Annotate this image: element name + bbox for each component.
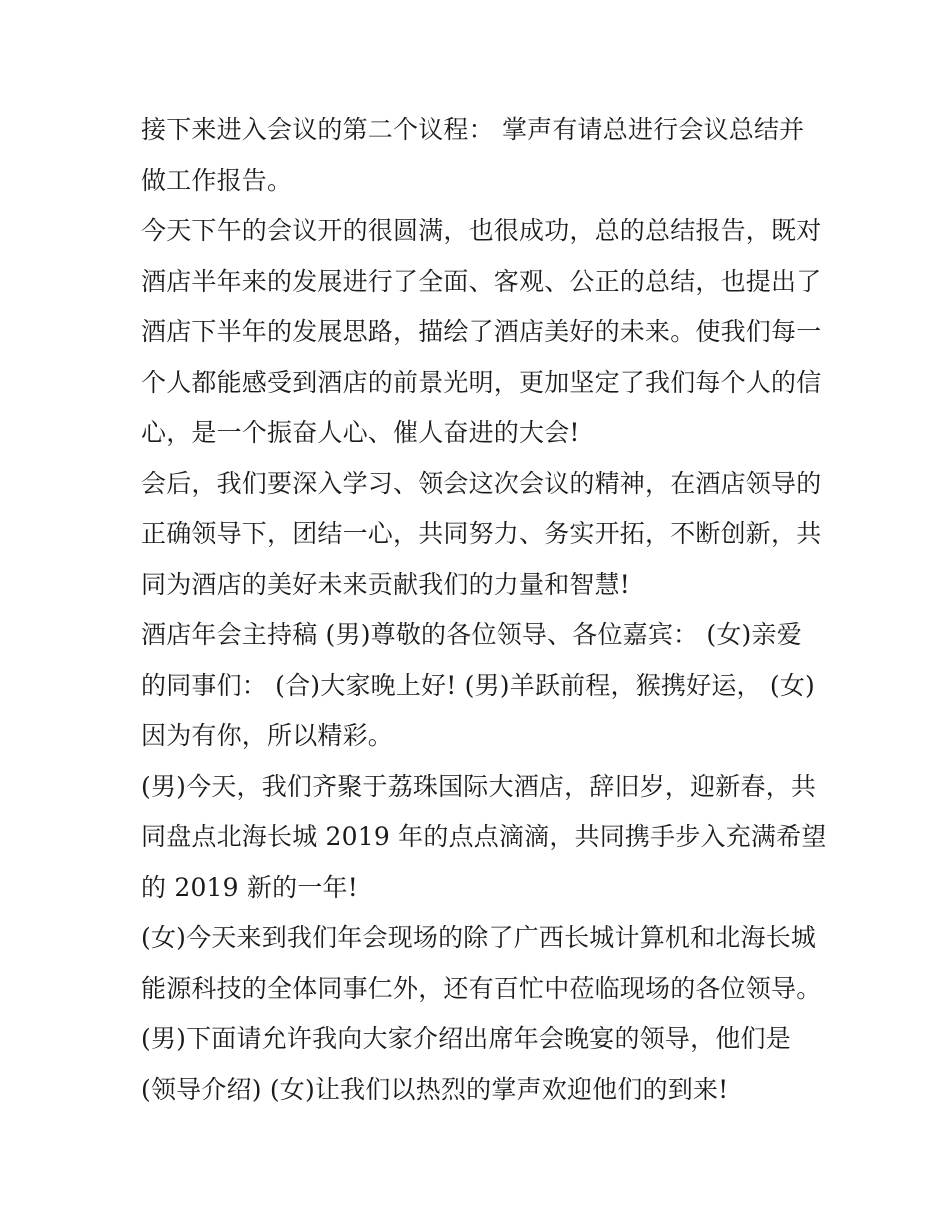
text-line: (男)下面请允许我向大家介绍出席年会晚宴的领导，他们是 bbox=[141, 1024, 791, 1053]
text-line: 做工作报告。 bbox=[141, 166, 293, 195]
text-line: 的 2019 新的一年! bbox=[141, 873, 358, 902]
text-line: 酒店下半年的发展思路，描绘了酒店美好的未来。使我们每一 bbox=[141, 317, 822, 346]
text-line: 正确领导下，团结一心，共同努力、务实开拓，不断创新，共 bbox=[141, 519, 822, 548]
text-line: 酒店半年来的发展进行了全面、客观、公正的总结，也提出了 bbox=[141, 267, 822, 296]
text-line: 心，是一个振奋人心、催人奋进的大会! bbox=[141, 418, 580, 447]
text-line: 酒店年会主持稿 (男)尊敬的各位领导、各位嘉宾： (女)亲爱 bbox=[141, 620, 802, 649]
text-line: (领导介绍) (女)让我们以热烈的掌声欢迎他们的到来! bbox=[141, 1075, 729, 1104]
text-line: 今天下午的会议开的很圆满，也很成功，总的总结报告，既对 bbox=[141, 216, 822, 245]
text-line: 会后，我们要深入学习、领会这次会议的精神，在酒店领导的 bbox=[141, 469, 822, 498]
text-line: 因为有你，所以精彩。 bbox=[141, 721, 394, 750]
text-line: (女)今天来到我们年会现场的除了广西长城计算机和北海长城 bbox=[141, 923, 817, 952]
text-line: 同为酒店的美好未来贡献我们的力量和智慧! bbox=[141, 570, 631, 599]
text-line: (男)今天，我们齐聚于荔珠国际大酒店，辞旧岁，迎新春，共 bbox=[141, 772, 817, 801]
text-line: 同盘点北海长城 2019 年的点点滴滴，共同携手步入充满希望 bbox=[141, 822, 827, 851]
text-line: 的同事们： (合)大家晚上好! (男)羊跃前程，猴携好运， (女) bbox=[141, 671, 816, 700]
text-line: 能源科技的全体同事仁外，还有百忙中莅临现场的各位领导。 bbox=[141, 974, 822, 1003]
text-line: 接下来进入会议的第二个议程： 掌声有请总进行会议总结并 bbox=[141, 115, 805, 144]
text-line: 个人都能感受到酒店的前景光明，更加坚定了我们每个人的信 bbox=[141, 368, 822, 397]
